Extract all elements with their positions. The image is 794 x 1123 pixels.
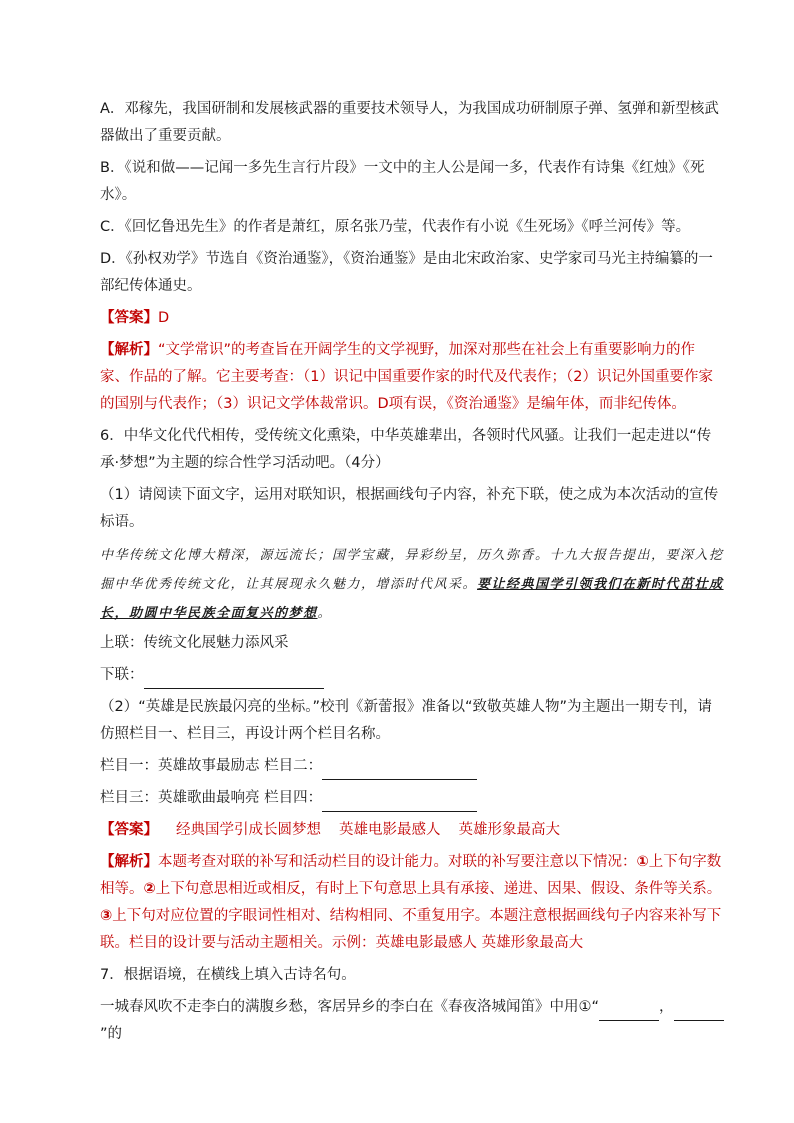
option-b: B．《说和做——记闻一多先生言行片段》一文中的主人公是闻一多，代表作有诗集《红烛》《死水》。 xyxy=(100,160,705,203)
q5-answer xyxy=(100,305,724,332)
analysis-intro: 本题考查对联的补写和活动栏目的设计能力。对联的补写要注意以下情况： xyxy=(158,854,637,870)
analysis-text: “文学常识”的考查旨在开阔学生的文学视野，加深对那些在社会上有重要影响力的作家、作品的了解。它主要考查：（1）识记中国重要作家的时代及代表作；（2）识记外国重要作家的国别与代表作；（3）识记文学体裁常识。D项有误，《资治通鉴》是编年体，而非纪传体。 xyxy=(100,342,713,412)
lower-couplet xyxy=(100,662,724,689)
option-d: D．《孙权劝学》节选自《资治通鉴》，《资治通鉴》是由北宋政治家、史学家司马光主持编纂的一部纪传体通史。 xyxy=(100,251,713,294)
passage-end: 。 xyxy=(317,606,333,621)
q6-analysis xyxy=(100,849,724,957)
column1: 栏目一：英雄故事最励志 xyxy=(100,758,260,774)
column3: 栏目三：英雄歌曲最响亮 xyxy=(100,790,260,806)
passage-underlined: 要让经典国学引领我们在新时代茁壮成长，助圆中华民族全面复兴的梦想 xyxy=(100,577,724,621)
analysis-tag: 【解析】 xyxy=(100,342,158,358)
circled-number-1: ① xyxy=(578,999,592,1015)
lower-couplet-blank[interactable] xyxy=(144,672,324,689)
q6-passage xyxy=(100,541,724,628)
answer-1: 经典国学引成长圆梦想 xyxy=(176,822,321,838)
q6-stem: 6．中华文化代代相传，受传统文化熏染，中华英雄辈出，各领时代风骚。让我们一起走进以“传承·梦想”为主题的综合性学习活动吧。（4分） xyxy=(100,428,712,471)
columns-row-2 xyxy=(100,785,724,812)
analysis-point-1: 上下句字数相等。 xyxy=(100,854,722,897)
lower-couplet-label: 下联： xyxy=(100,667,144,683)
circled-number-2: ② xyxy=(143,881,156,897)
answer-3: 英雄形象最高大 xyxy=(458,822,560,838)
poem-blank-1[interactable] xyxy=(599,1004,659,1021)
q6-part1-prompt: （1）请阅读下面文字，运用对联知识，根据画线句子内容，补充下联，使之成为本次活动的宣传标语。 xyxy=(100,487,719,530)
analysis-point-3: 上下句对应位置的字眼词性相对、结构相同、不重复用字。本题注意根据画线句子内容来补写下联。栏目的设计要与活动主题相关。示例：英雄电影最感人 英雄形象最高大 xyxy=(100,908,722,951)
analysis-tag: 【解析】 xyxy=(100,854,158,870)
q6-answer xyxy=(100,817,724,844)
column2-label: 栏目二： xyxy=(264,758,323,774)
answer-tag: 【答案】 xyxy=(100,310,158,326)
q6-part2-prompt: （2）“英雄是民族最闪亮的坐标。”校刊《新蕾报》准备以“致敬英雄人物”为主题出一期专刊，请仿照栏目一、栏目三，再设计两个栏目名称。 xyxy=(100,699,713,742)
q7-line-start: 一城春风吹不走李白的满腹乡愁，客居异乡的李白在《春夜洛城闻笛》中用 xyxy=(100,999,579,1015)
answer-value: D xyxy=(158,310,170,326)
upper-couplet: 上联：传统文化展魅力添风采 xyxy=(100,635,289,651)
document-page xyxy=(100,96,724,1053)
column2-blank[interactable] xyxy=(322,763,477,780)
answer-2: 英雄电影最感人 xyxy=(339,822,441,838)
columns-row-1 xyxy=(100,753,724,780)
analysis-point-2: 上下句意思相近或相反，有时上下句意思上具有承接、递进、因果、假设、条件等关系。 xyxy=(155,881,722,897)
column4-label: 栏目四： xyxy=(264,790,323,806)
circled-number-1: ① xyxy=(636,854,649,870)
circled-number-3: ③ xyxy=(100,908,113,924)
option-c: C．《回忆鲁迅先生》的作者是萧红，原名张乃莹，代表作有小说《生死场》《呼兰河传》等。 xyxy=(100,219,691,235)
q7-line xyxy=(100,994,724,1048)
q7-stem: 7．根据语境，在横线上填入古诗名句。 xyxy=(100,967,356,983)
option-a: A．邓稼先，我国研制和发展核武器的重要技术领导人，为我国成功研制原子弹、氢弹和新型核武器做出了重要贡献。 xyxy=(100,101,719,144)
answer-tag: 【答案】 xyxy=(100,822,158,838)
open-quote: “ xyxy=(591,999,600,1015)
comma: ， xyxy=(659,999,674,1015)
column4-blank[interactable] xyxy=(322,795,477,812)
poem-blank-2[interactable] xyxy=(674,1004,724,1021)
passage-plain: 中华传统文化博大精深，源远流长；国学宝藏，异彩纷呈，历久弥香。十九大报告提出，要深入挖掘中华优秀传统文化，让其展现永久魅力，增添时代风采。 xyxy=(100,548,724,592)
close-quote: ”的 xyxy=(100,1026,123,1042)
q5-analysis xyxy=(100,337,724,418)
